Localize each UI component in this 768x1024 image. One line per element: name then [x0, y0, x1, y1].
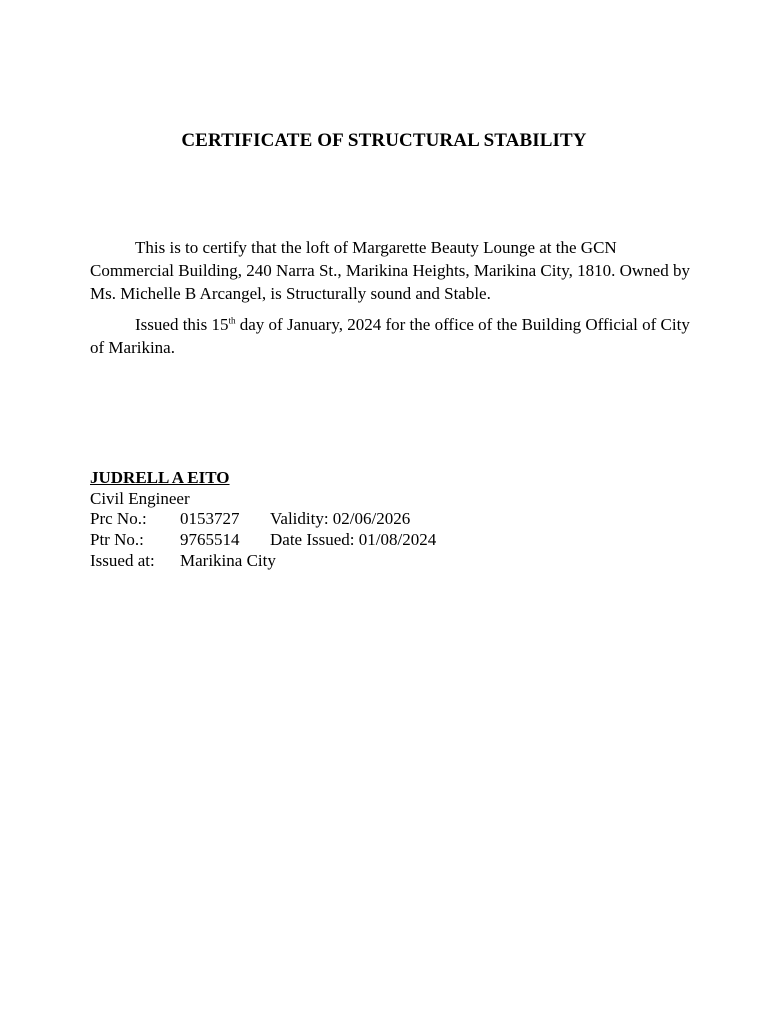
issued-at-row: [90, 551, 436, 572]
prc-label: Prc No.:: [90, 509, 147, 529]
certification-paragraph: This is to certify that the loft of Margarette Beauty Lounge at the GCN Commercial Building, 240 Narra St., Marikina Heights, Marikina City, 1810. Owned by Ms. Michelle B Arcangel, is Structurally sound and Stable.: [90, 238, 690, 303]
ptr-number: 9765514: [180, 530, 240, 550]
issued-at-label: Issued at:: [90, 550, 155, 570]
issuance-text-end: day of January, 2024 for the office of the Building Official of City of Marikina.: [90, 315, 690, 357]
issued-at-value: Marikina City: [180, 550, 276, 570]
prc-validity: Validity: 02/06/2026: [270, 509, 411, 529]
ptr-label: Ptr No.:: [90, 530, 144, 550]
signatory-name: JUDRELL A EITO: [90, 468, 230, 487]
signatory-block: [90, 468, 436, 572]
issuance-text-start: Issued this 15: [135, 315, 229, 334]
issuance-paragraph: [90, 313, 690, 359]
ptr-row: [90, 530, 436, 551]
page-title: CERTIFICATE OF STRUCTURAL STABILITY: [181, 130, 587, 151]
certificate-body: [90, 236, 690, 359]
prc-row: [90, 509, 436, 530]
signatory-position: Civil Engineer: [90, 488, 190, 508]
prc-number: 0153727: [180, 509, 240, 529]
ptr-date-issued: Date Issued: 01/08/2024: [270, 530, 437, 550]
date-ordinal-suffix: th: [228, 315, 236, 326]
